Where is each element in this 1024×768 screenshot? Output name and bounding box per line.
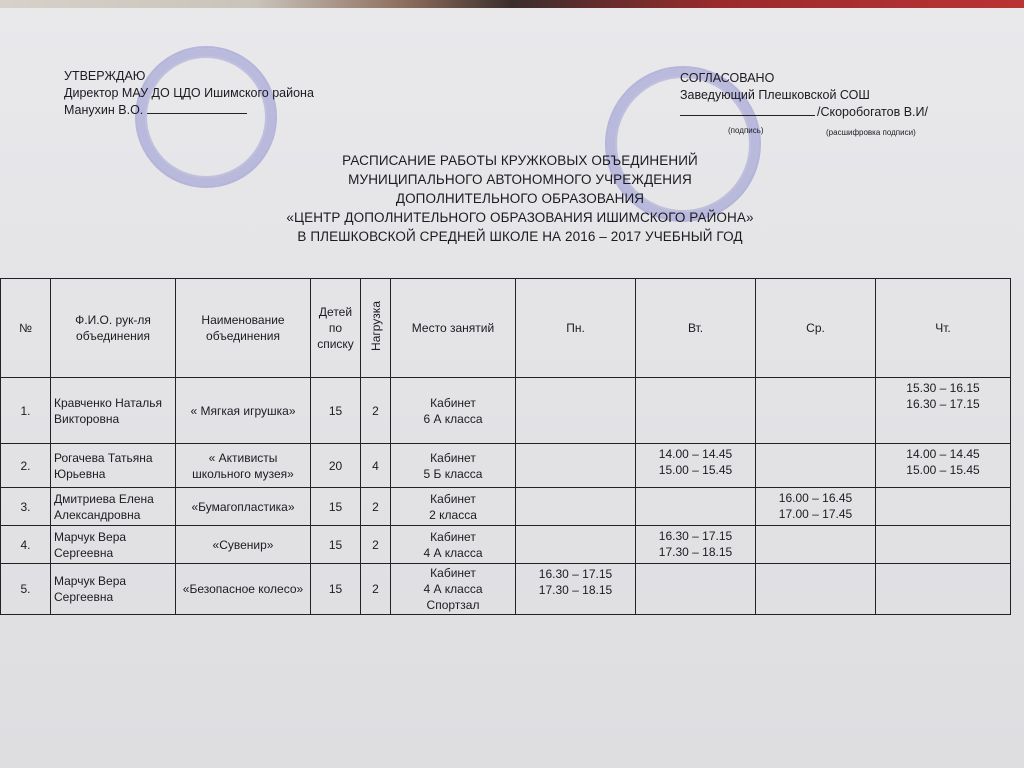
col-name: Наименование объединения — [176, 279, 311, 378]
cell-thu: 14.00 – 14.45 15.00 – 15.45 — [876, 444, 1011, 488]
cell-kids: 15 — [311, 564, 361, 615]
cell-load: 2 — [361, 378, 391, 444]
approval-line2: Манухин В.О. — [64, 102, 314, 119]
agreement-line2: /Скоробогатов В.И/ — [680, 104, 928, 121]
cell-mon — [516, 526, 636, 564]
cell-tue — [636, 378, 756, 444]
cell-wed — [756, 526, 876, 564]
cell-place: Кабинет 6 А класса — [391, 378, 516, 444]
col-leader: Ф.И.О. рук-ля объединения — [51, 279, 176, 378]
table-row — [1, 444, 1011, 488]
cell-tue — [636, 488, 756, 526]
table-row — [1, 488, 1011, 526]
cell-leader: Марчук Вера Сергеевна — [51, 526, 176, 564]
table-row — [1, 378, 1011, 444]
document-page — [0, 8, 1024, 768]
signature-caption: (подпись) — [728, 126, 764, 135]
schedule-table — [0, 278, 1011, 615]
cell-thu: 15.30 – 16.15 16.30 – 17.15 — [876, 378, 1011, 444]
cell-num: 4. — [1, 526, 51, 564]
agreement-block — [680, 70, 928, 121]
col-mon: Пн. — [516, 279, 636, 378]
title-line: РАСПИСАНИЕ РАБОТЫ КРУЖКОВЫХ ОБЪЕДИНЕНИЙ — [342, 153, 698, 168]
cell-load: 4 — [361, 444, 391, 488]
cell-thu — [876, 564, 1011, 615]
cell-thu — [876, 526, 1011, 564]
cell-kids: 15 — [311, 378, 361, 444]
cell-leader: Дмитриева Елена Александровна — [51, 488, 176, 526]
cell-mon: 16.30 – 17.15 17.30 – 18.15 — [516, 564, 636, 615]
col-thu: Чт. — [876, 279, 1011, 378]
title-line: В ПЛЕШКОВСКОЙ СРЕДНЕЙ ШКОЛЕ НА 2016 – 2017 УЧЕБНЫЙ ГОД — [297, 229, 743, 244]
cell-name: «Бумагопластика» — [176, 488, 311, 526]
table-row — [1, 564, 1011, 615]
cell-place: Кабинет 4 А класса Спортзал — [391, 564, 516, 615]
cell-leader: Рогачева Татьяна Юрьевна — [51, 444, 176, 488]
cell-tue: 16.30 – 17.15 17.30 – 18.15 — [636, 526, 756, 564]
col-kids: Детей по списку — [311, 279, 361, 378]
title-line: МУНИЦИПАЛЬНОГО АВТОНОМНОГО УЧРЕЖДЕНИЯ — [348, 172, 692, 187]
decode-caption: (расшифровка подписи) — [826, 128, 916, 137]
cell-mon — [516, 444, 636, 488]
cell-num: 1. — [1, 378, 51, 444]
table-header-row — [1, 279, 1011, 378]
cell-leader: Марчук Вера Сергеевна — [51, 564, 176, 615]
cell-num: 5. — [1, 564, 51, 615]
cell-wed — [756, 378, 876, 444]
title-line: «ЦЕНТР ДОПОЛНИТЕЛЬНОГО ОБРАЗОВАНИЯ ИШИМСКОГО РАЙОНА» — [286, 210, 754, 225]
approval-line1: Директор МАУ ДО ЦДО Ишимского района — [64, 86, 314, 100]
cell-name: « Активисты школьного музея» — [176, 444, 311, 488]
cell-num: 3. — [1, 488, 51, 526]
cell-load: 2 — [361, 488, 391, 526]
cell-mon — [516, 488, 636, 526]
col-load — [361, 279, 391, 378]
cell-wed — [756, 444, 876, 488]
cell-place: Кабинет 2 класса — [391, 488, 516, 526]
cell-name: «Сувенир» — [176, 526, 311, 564]
cell-load: 2 — [361, 526, 391, 564]
cell-num: 2. — [1, 444, 51, 488]
cell-name: « Мягкая игрушка» — [176, 378, 311, 444]
cell-leader: Кравченко Наталья Викторовна — [51, 378, 176, 444]
cell-kids: 15 — [311, 526, 361, 564]
cell-wed — [756, 564, 876, 615]
agreement-line1: Заведующий Плешковской СОШ — [680, 88, 870, 102]
col-num: № — [1, 279, 51, 378]
document-title — [240, 151, 800, 246]
agreement-title: СОГЛАСОВАНО — [680, 71, 775, 85]
cell-kids: 15 — [311, 488, 361, 526]
cell-wed: 16.00 – 16.45 17.00 – 17.45 — [756, 488, 876, 526]
cell-load: 2 — [361, 564, 391, 615]
table-row — [1, 526, 1011, 564]
approval-block — [64, 68, 314, 119]
cell-name: «Безопасное колесо» — [176, 564, 311, 615]
cell-tue — [636, 564, 756, 615]
cell-mon — [516, 378, 636, 444]
cell-place: Кабинет 4 А класса — [391, 526, 516, 564]
col-place: Место занятий — [391, 279, 516, 378]
col-wed: Ср. — [756, 279, 876, 378]
approval-title: УТВЕРЖДАЮ — [64, 69, 146, 83]
cell-place: Кабинет 5 Б класса — [391, 444, 516, 488]
cell-kids: 20 — [311, 444, 361, 488]
cell-thu — [876, 488, 1011, 526]
title-line: ДОПОЛНИТЕЛЬНОГО ОБРАЗОВАНИЯ — [395, 191, 645, 206]
col-load-label: Нагрузка — [368, 301, 383, 351]
col-tue: Вт. — [636, 279, 756, 378]
cell-tue: 14.00 – 14.45 15.00 – 15.45 — [636, 444, 756, 488]
